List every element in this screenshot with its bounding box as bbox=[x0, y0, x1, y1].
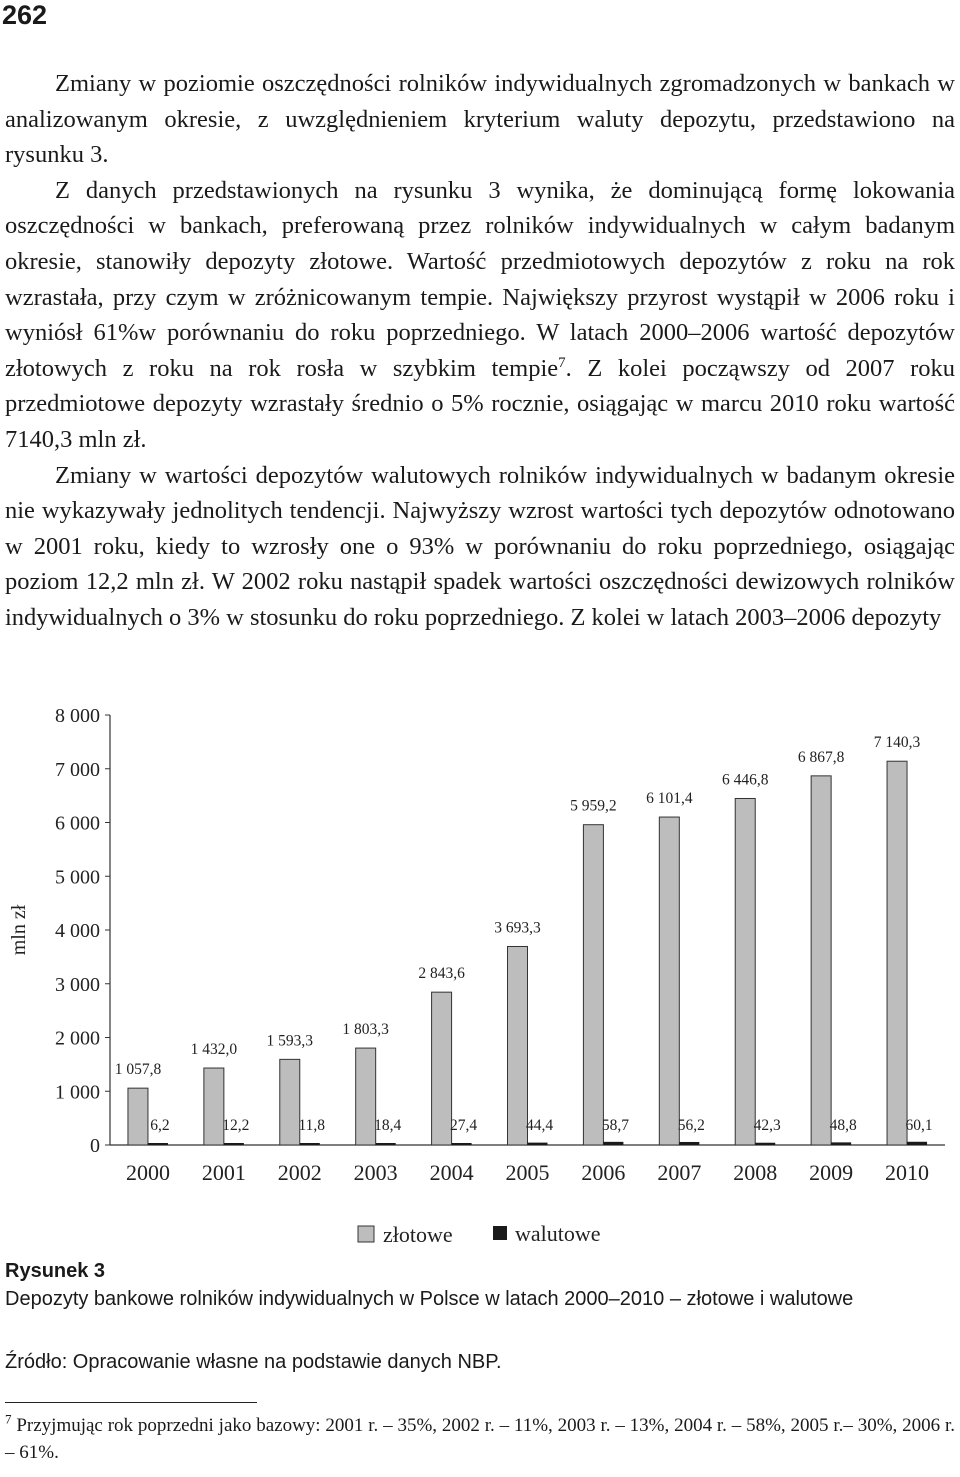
paragraph-1: Zmiany w poziomie oszczędności rolników indywidualnych zgromadzonych w bankach w analizowanym okresie, z uwzględnieniem kryterium waluty depozytu, przedstawiono na rysunku 3. bbox=[5, 70, 955, 169]
x-tick-label: 2005 bbox=[505, 1160, 550, 1185]
data-label-walutowe: 18,4 bbox=[374, 1117, 402, 1134]
bar-walutowe bbox=[755, 1143, 775, 1145]
bar-walutowe bbox=[148, 1143, 168, 1145]
y-axis-label: mln zł bbox=[8, 904, 30, 956]
x-tick-label: 2000 bbox=[125, 1160, 170, 1185]
x-tick-label: 2010 bbox=[885, 1160, 930, 1185]
paragraph-3: Zmiany w wartości depozytów walutowych rolników indywidualnych w badanym okresie nie wykazywały jednolitych tendencji. Najwyższy wzrost wartości tych depozytów odnotowano w 2001 roku, kiedy to wzrosły one o 93% w porównaniu do roku poprzedniego, osiągając poziom 12,2 mln zł. W 2002 roku nastąpił spadek wartości oszczędności dewizowych rolników indywidualnych o 3% w stosunku do roku poprzedniego. Z kolei w latach 2003–2006 depozyty bbox=[5, 461, 955, 631]
data-label-walutowe: 12,2 bbox=[222, 1117, 250, 1134]
data-label-walutowe: 42,3 bbox=[753, 1117, 781, 1134]
data-label-zlotowe: 5 959,2 bbox=[570, 797, 617, 815]
paragraph-2-text: Z danych przedstawionych na rysunku 3 wynika, że dominującą formę lokowania oszczędności w bankach, preferowaną przez rolników indywidualnych w całym badanym okresie, stanowiły depozyty złotowe. Wartość przedmiotowych depozytów z roku na rok wzrastała, przy czym w zróżnicowanym tempie. Największy przyrost wystąpił w 2006 roku i wyniósł 61%w porównaniu do roku poprzedniego. W latach 2000–2006 wartość depozytów złotowych z roku na rok rosła w szybkim tempie bbox=[5, 176, 955, 382]
bar-zlotowe bbox=[735, 798, 755, 1145]
data-label-walutowe: 11,8 bbox=[298, 1117, 326, 1134]
y-tick-label: 5 000 bbox=[55, 866, 100, 889]
data-label-zlotowe: 1 803,3 bbox=[342, 1021, 389, 1039]
data-label-zlotowe: 7 140,3 bbox=[873, 734, 921, 752]
data-label-walutowe: 6,2 bbox=[150, 1117, 170, 1134]
bar-walutowe bbox=[831, 1142, 851, 1145]
body-text bbox=[5, 66, 955, 636]
bar-walutowe bbox=[907, 1142, 927, 1145]
x-tick-label: 2006 bbox=[581, 1160, 626, 1185]
x-tick-label: 2003 bbox=[353, 1160, 398, 1185]
bar-zlotowe bbox=[508, 946, 528, 1145]
bar-zlotowe bbox=[811, 776, 831, 1145]
bar-walutowe bbox=[528, 1143, 548, 1145]
y-tick-label: 6 000 bbox=[55, 812, 100, 835]
data-label-zlotowe: 6 867,8 bbox=[797, 748, 845, 766]
bar-walutowe bbox=[300, 1143, 320, 1145]
bar-zlotowe bbox=[128, 1088, 148, 1145]
x-tick-label: 2002 bbox=[277, 1160, 322, 1185]
figure-title: Rysunek 3 bbox=[5, 1260, 106, 1282]
legend-swatch-walutowe bbox=[493, 1226, 507, 1240]
y-tick-label: 0 bbox=[90, 1135, 100, 1157]
y-tick-label: 1 000 bbox=[55, 1081, 100, 1104]
x-tick-label: 2007 bbox=[657, 1160, 702, 1185]
bar-zlotowe bbox=[432, 992, 452, 1145]
bar-walutowe bbox=[452, 1143, 472, 1145]
legend-label-zlotowe: złotowe bbox=[383, 1222, 453, 1247]
data-label-walutowe: 58,7 bbox=[601, 1117, 629, 1134]
x-tick-label: 2009 bbox=[809, 1160, 854, 1185]
bar-zlotowe bbox=[659, 817, 679, 1145]
data-label-zlotowe: 6 446,8 bbox=[721, 771, 769, 789]
footnote-reference: 7 bbox=[558, 354, 566, 371]
y-tick-label: 8 000 bbox=[55, 705, 100, 727]
data-label-zlotowe: 1 593,3 bbox=[266, 1032, 314, 1050]
deposits-bar-chart bbox=[0, 690, 960, 1260]
paragraph-2-text-continued: . Z kolei począwszy od 2007 roku przedmiotowe depozyty wzrastały średnio o 5% rocznie, osiągając w marcu 2010 roku wartość 7140,3 mln zł. bbox=[5, 354, 955, 453]
data-label-walutowe: 60,1 bbox=[905, 1117, 933, 1134]
data-label-walutowe: 44,4 bbox=[525, 1117, 554, 1134]
data-label-walutowe: 56,2 bbox=[677, 1117, 705, 1134]
data-label-zlotowe: 6 101,4 bbox=[646, 790, 693, 808]
x-tick-label: 2004 bbox=[429, 1160, 474, 1185]
data-label-zlotowe: 1 057,8 bbox=[114, 1061, 162, 1079]
y-tick-label: 7 000 bbox=[55, 758, 100, 781]
bar-walutowe bbox=[376, 1143, 396, 1145]
paragraph-2 bbox=[5, 173, 955, 458]
page-number: 262 bbox=[2, 0, 48, 30]
data-label-walutowe: 27,4 bbox=[450, 1117, 478, 1134]
footnote-separator bbox=[5, 1402, 257, 1403]
legend-swatch-zlotowe bbox=[358, 1226, 374, 1242]
bar-walutowe bbox=[679, 1142, 699, 1145]
legend-label-walutowe: walutowe bbox=[515, 1221, 601, 1246]
data-label-zlotowe: 2 843,6 bbox=[418, 965, 465, 983]
y-tick-label: 3 000 bbox=[55, 973, 100, 996]
footnote bbox=[5, 1412, 955, 1466]
x-tick-label: 2008 bbox=[733, 1160, 778, 1185]
footnote-number: 7 bbox=[5, 1411, 12, 1427]
bar-zlotowe bbox=[280, 1059, 300, 1145]
footnote-text: Przyjmując rok poprzedni jako bazowy: 2001 r. – 35%, 2002 r. – 11%, 2003 r. – 13%, 2004 r. – 58%, 2005 r.– 30%, 2006 r. – 61%. bbox=[5, 1415, 955, 1463]
figure-description: Depozyty bankowe rolników indywidualnych w Polsce w latach 2000–2010 – złotowe i walutowe bbox=[5, 1288, 854, 1310]
data-label-walutowe: 48,8 bbox=[829, 1117, 857, 1134]
x-tick-label: 2001 bbox=[201, 1160, 246, 1185]
bar-zlotowe bbox=[356, 1048, 376, 1145]
bar-zlotowe bbox=[204, 1068, 224, 1145]
bar-walutowe bbox=[224, 1143, 244, 1145]
y-tick-label: 4 000 bbox=[55, 920, 100, 942]
data-label-zlotowe: 3 693,3 bbox=[494, 919, 541, 937]
data-label-zlotowe: 1 432,0 bbox=[190, 1041, 238, 1059]
bar-walutowe bbox=[603, 1142, 623, 1145]
bar-zlotowe bbox=[583, 825, 603, 1145]
y-tick-label: 2 000 bbox=[55, 1027, 100, 1050]
bar-zlotowe bbox=[887, 761, 907, 1145]
figure-source: Źródło: Opracowanie własne na podstawie danych NBP. bbox=[5, 1351, 502, 1373]
